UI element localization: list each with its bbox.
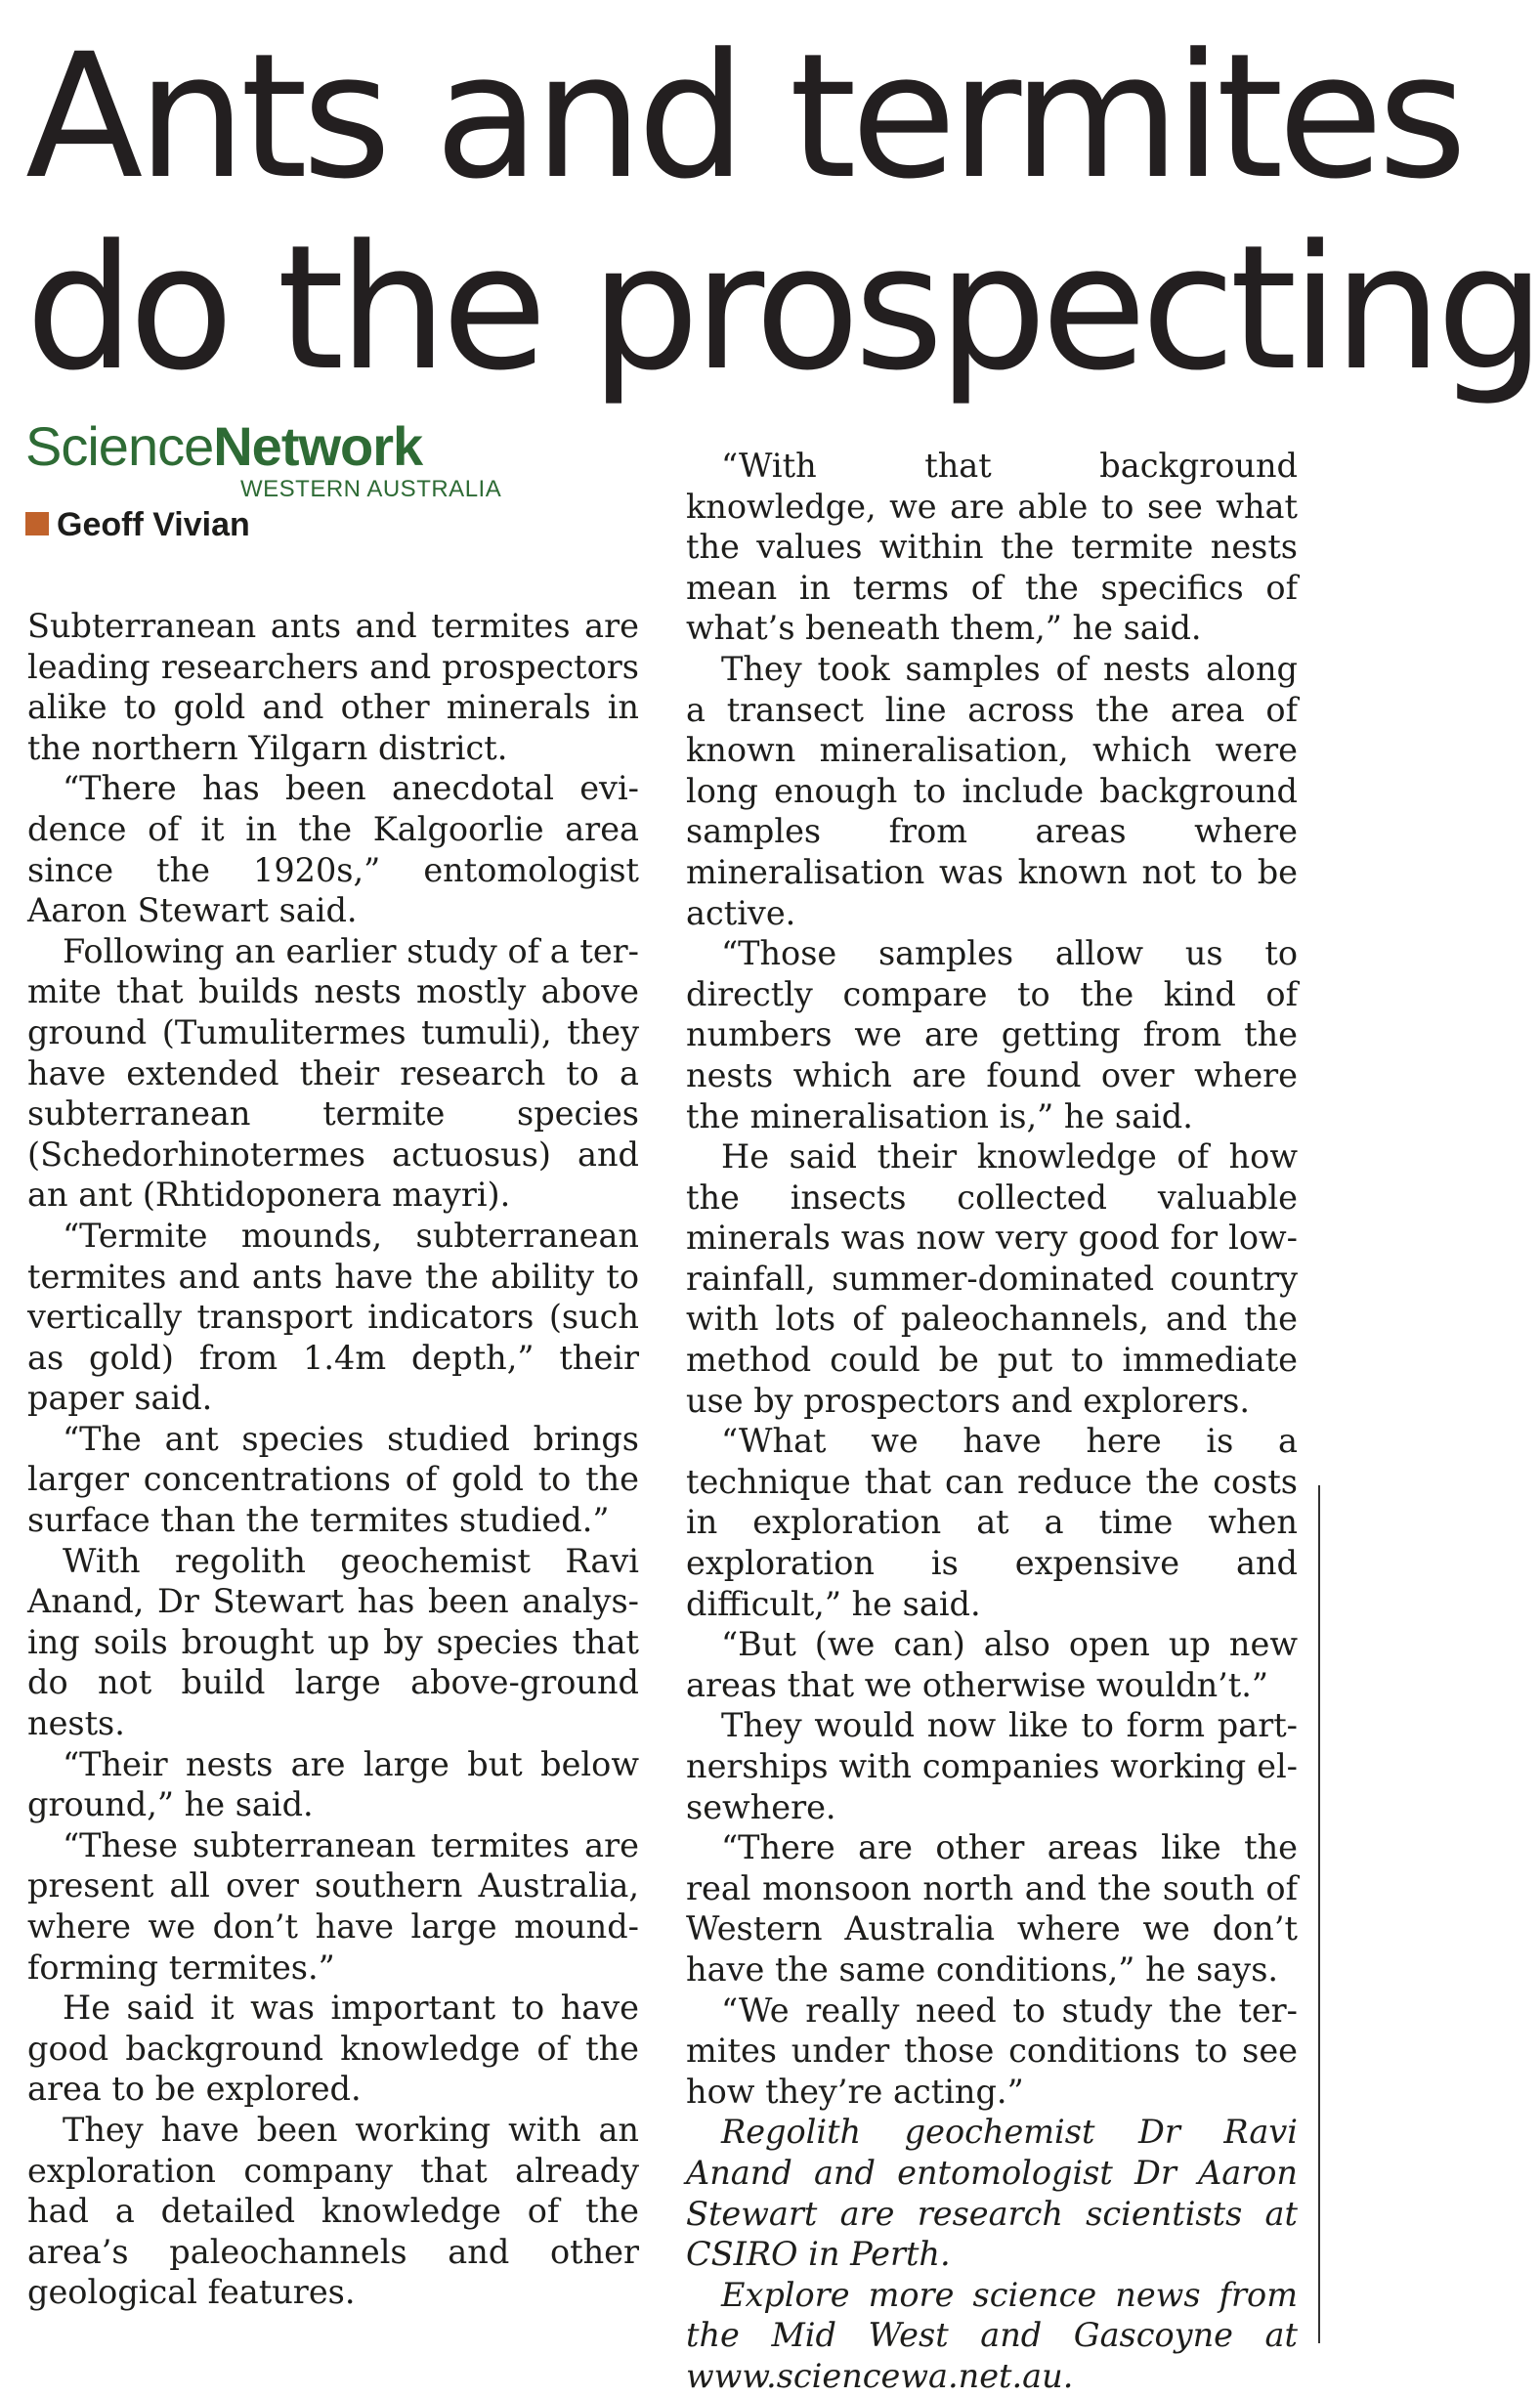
headline (25, 17, 1540, 408)
headline-line-1: Ants and termites (25, 17, 1462, 217)
paragraph: “There has been anecdotal evidence of it in the Kalgoorlie area since the 1920s,” entomologist Aaron Stewart said. (27, 769, 639, 930)
paragraph: “Those samples allow us to directly compare to the kind of numbers we are getting from the nests which are found over where the mineralisation is,” he said. (686, 934, 1298, 1135)
paragraph: They have been working with an exploration company that already had a detailed knowledge of the area’s paleochannels and other geological features. (27, 2110, 639, 2312)
paragraph: “These subterranean termites are present all over southern Australia, where we don’t have large mound-forming termites.” (27, 1825, 639, 1987)
article-column-left (27, 606, 639, 2313)
sciencenetwork-masthead (25, 415, 502, 543)
headline-line-2: do the prospecting (25, 208, 1540, 408)
byline (25, 506, 250, 543)
paragraph: “Their nests are large but below ground,” he said. (27, 1744, 639, 1824)
paragraph: They took samples of nests along a transect line across the area of known mineralisation, which were long enough to include background samples from areas where mineralisation was known not to be active. (686, 649, 1298, 932)
author-name: Geoff Vivian (57, 506, 250, 543)
author-note: Regolith geochemist Dr Ravi Anand and entomologist Dr Aaron Stewart are research scientists at CSIRO in Perth. (686, 2113, 1298, 2274)
paragraph: He said it was important to have good background knowledge of the area to be explored. (27, 1989, 639, 2109)
paragraph: With regolith geochemist Ravi Anand, Dr Stewart has been analysing soils brought up by species that do not build large above-ground nests. (27, 1541, 639, 1743)
website-note: Explore more science news from the Mid West and Gascoyne at www.sciencewa.net.au. (686, 2275, 1298, 2395)
sciencenetwork-logo (25, 415, 494, 477)
paragraph: Subterranean ants and termites are leading researchers and prospectors alike to gold and other minerals in the northern Yilgarn district. (27, 607, 639, 767)
paragraph: “We really need to study the termites under those conditions to see how they’re acting.” (686, 1990, 1298, 2111)
column-divider-rule (1318, 1485, 1320, 2343)
paragraph: “But (we can) also open up new areas that we otherwise wouldn’t.” (686, 1625, 1298, 1704)
paragraph: Following an earlier study of a termite that builds nests mostly above ground (Tumulitermes tumuli), they have extended their research to a subterranean termite species (Schedorhinotermes actuosus) and an ant (Rhtidoponera mayri). (27, 931, 639, 1215)
paragraph: “With that background knowledge, we are able to see what the values within the termite nests mean in terms of the specifics of what’s beneath them,” he said. (686, 447, 1298, 648)
paragraph: “Termite mounds, subterranean termites and ants have the ability to vertically transport indicators (such as gold) from 1.4m depth,” their paper said. (27, 1216, 639, 1418)
logo-science-text: Science (25, 415, 214, 477)
paragraph: They would now like to form partnerships with companies working elsewhere. (686, 1706, 1298, 1826)
paragraph: “What we have here is a technique that can reduce the costs in exploration at a time when exploration is expensive and difficult,” he said. (686, 1422, 1298, 1623)
article-column-right (686, 446, 1298, 2397)
byline-square-icon (25, 512, 49, 535)
paragraph: He said their knowledge of how the insects collected valuable minerals was now very good for low-rainfall, summer-dominated country with lots of paleochannels, and the method could be put to immediate use by prospectors and explorers. (686, 1137, 1298, 1420)
paragraph: “The ant species studied brings larger concentrations of gold to the surface than the termites studied.” (27, 1419, 639, 1540)
logo-region-text: WESTERN AUSTRALIA (240, 476, 502, 502)
paragraph: “There are other areas like the real monsoon north and the south of Western Australia where we don’t have the same conditions,” he says. (686, 1828, 1298, 1989)
logo-network-text: Network (213, 415, 423, 477)
